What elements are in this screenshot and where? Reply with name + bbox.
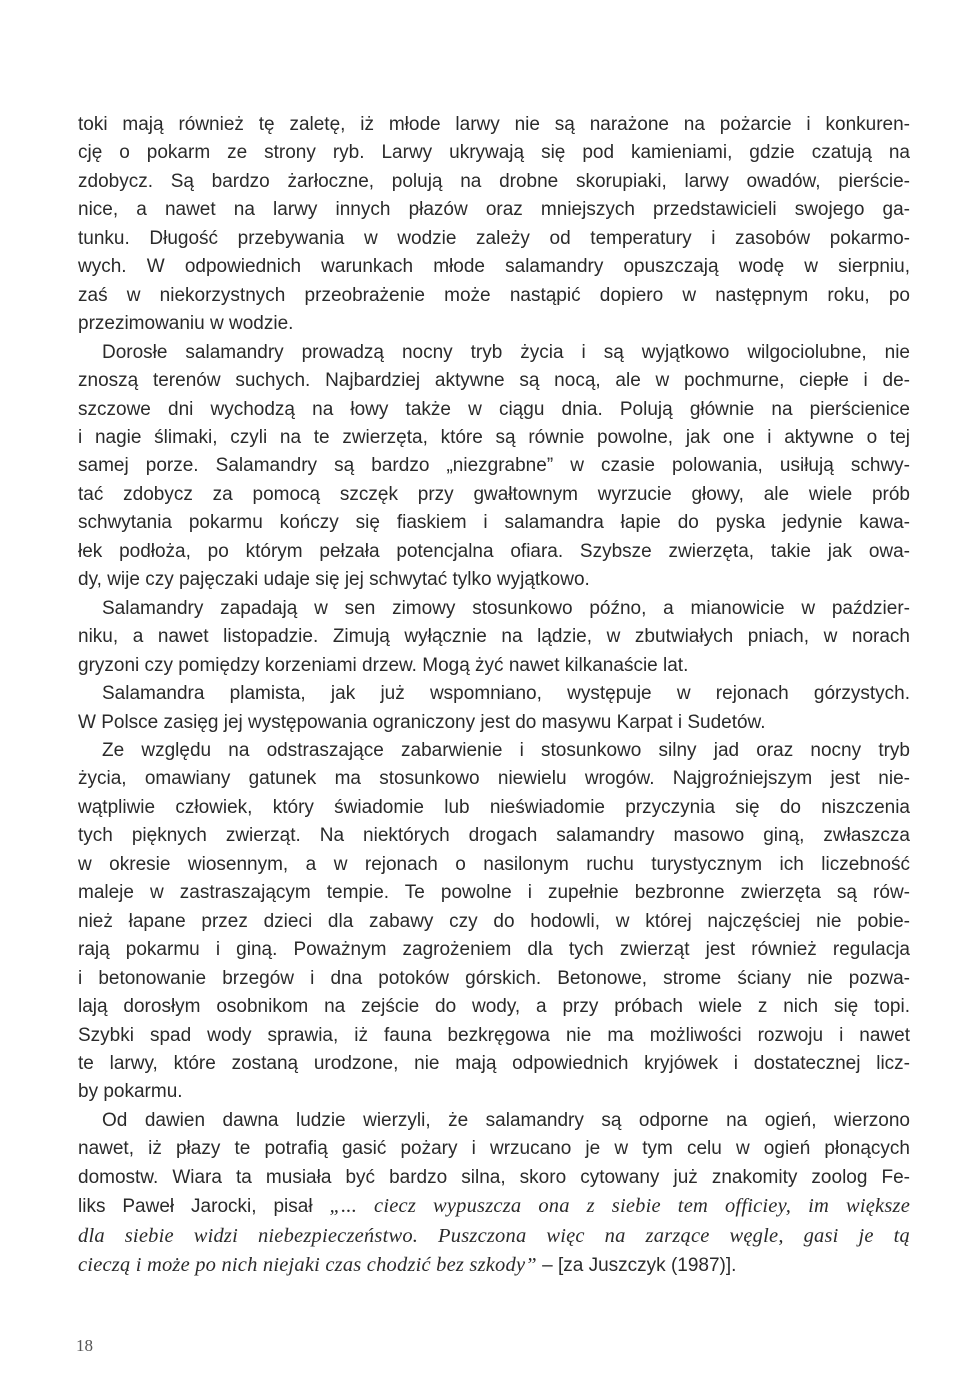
text-line: i nagie ślimaki, czyli na te zwierzęta, które są równie powolne, jak one i aktywne o tej: [78, 426, 910, 448]
historical-quote: cieczą i może po nich niejaki czas chodzić bez szkody”: [78, 1254, 537, 1277]
text-line: nice, a nawet na larwy innych płazów oraz mniejszych przedstawicieli swojego ga-: [78, 199, 910, 221]
text-line: zaś w niekorzystnych przeobrażenie może nastąpić dopiero w następnym roku, po: [78, 284, 910, 306]
text-line: by pokarmu.: [78, 1081, 183, 1103]
text-line: schwytania pokarmu kończy się fiaskiem i salamandra łapie do pyska jedynie kawa-: [78, 512, 910, 534]
text-line-quote-2: [78, 1222, 910, 1251]
text-line: nawet, iż płazy te potrafią gasić pożary i wrzucano je w tym celu w ogień płonących: [78, 1138, 910, 1160]
text-line: Od dawien dawna ludzie wierzyli, że salamandry są odporne na ogień, wierzono: [102, 1109, 910, 1131]
text-line: toki mają również tę zaletę, iż młode larwy nie są narażone na pożarcie i konkuren-: [78, 114, 910, 135]
text-line: cję o pokarm ze strony ryb. Larwy ukrywają się pod kamieniami, gdzie czatują na: [78, 142, 910, 164]
historical-quote: „... ciecz wypuszcza ona z siebie tem officiey, im większe: [329, 1195, 910, 1218]
text-line-quote-1: [78, 1192, 910, 1221]
text-line: łek podłoża, po którym pełzała potencjalna ofiara. Szybsze zwierzęta, takie jak owa-: [78, 540, 910, 562]
text-line: w okresie wiosennym, a w rejonach o nasilonym ruchu turystycznym ich liczebność: [78, 853, 910, 875]
historical-quote: dla siebie widzi niebezpieczeństwo. Puszczona więc na zarzące węgle, gasi je tą: [78, 1224, 910, 1247]
text-line: rają pokarmu i giną. Poważnym zagrożeniem dla tych zwierząt jest również regulacja: [78, 939, 910, 961]
text-line: domostw. Wiara ta musiała być bardzo silna, skoro cytowany już znakomity zoolog Fe-: [78, 1166, 910, 1188]
text-line: szczowe dni wychodzą na łowy także w ciągu dnia. Polują głównie na pierścienice: [78, 398, 910, 420]
text-line: Szybki spad wody sprawia, iż fauna bezkręgowa nie ma możliwości rozwoju i nawet: [78, 1024, 910, 1046]
text-line: tych pięknych zwierząt. Na niektórych drogach salamandry masowo giną, zwłaszcza: [78, 825, 910, 847]
text-line: i betonowanie brzegów i dna potoków górskich. Betonowe, strome ściany nie pozwa-: [78, 967, 910, 989]
text-line: Salamandra plamista, jak już wspomniano, występuje w rejonach górzystych.: [102, 683, 910, 705]
text-line: maleje w zastraszającym tempie. Te powolne i zupełnie bezbronne zwierzęta są rów-: [78, 882, 910, 904]
text-line: nież łapane przez dzieci dla zabawy czy do hodowli, w której najczęściej nie pobie-: [78, 910, 910, 932]
text-line: samej porze. Salamandry są bardzo „niezgrabne” w czasie polowania, usiłują schwy-: [78, 455, 910, 477]
text-line: wątpliwie człowiek, który świadomie lub nieświadomie przyczynia się do niszczenia: [78, 796, 910, 818]
text-line: zdobycz. Są bardzo żarłoczne, polują na drobne skorupiaki, larwy owadów, pierście-: [78, 170, 910, 192]
text-line: tunku. Długość przebywania w wodzie zależy od temperatury i zasobów pokarmo-: [78, 227, 910, 249]
text-line-quote-3: [78, 1251, 910, 1280]
text-line: Salamandry zapadają w sen zimowy stosunkowo późno, a mianowicie w paździer-: [102, 597, 910, 619]
citation: – [za Juszczyk (1987)].: [536, 1255, 737, 1277]
text-line: wych. W odpowiednich warunkach młode salamandry opuszczają wodę w sierpniu,: [78, 256, 910, 278]
text-line: te larwy, które zostaną urodzone, nie mają odpowiednich kryjówek i dostatecznej licz-: [78, 1052, 910, 1074]
text-line: Dorosłe salamandry prowadzą nocny tryb życia i są wyjątkowo wilgociolubne, nie: [102, 341, 910, 363]
text-line: tać zdobycz za pomocą szczęk przy gwałtownym wyrzucie głowy, ale wiele prób: [78, 483, 910, 505]
body-text: [78, 111, 910, 1281]
text-line: znoszą terenów suchych. Najbardziej aktywne są nocą, ale w pochmurne, ciepłe i de-: [78, 370, 910, 392]
text-line: niku, a nawet listopadzie. Zimują wyłącznie na lądzie, w zbutwiałych pniach, w norach: [78, 626, 910, 648]
page-number: 18: [76, 1336, 93, 1355]
text-line: gryzoni czy pomiędzy korzeniami drzew. Mogą żyć nawet kilkanaście lat.: [78, 654, 689, 676]
text-line: życia, omawiany gatunek ma stosunkowo niewielu wrogów. Najgroźniejszym jest nie-: [78, 768, 910, 790]
text-line: przezimowaniu w wodzie.: [78, 313, 294, 335]
text-line: dy, wije czy pajęczaki udaje się jej schwytać tylko wyjątkowo.: [78, 569, 590, 591]
quote-lead-in: liks Paweł Jarocki, pisał: [78, 1196, 330, 1218]
text-line: Ze względu na odstraszające zabarwienie i stosunkowo silny jad oraz nocny tryb: [102, 739, 910, 761]
text-line: W Polsce zasięg jej występowania ograniczony jest do masywu Karpat i Sudetów.: [78, 711, 766, 733]
text-line: lają dorosłym osobnikom na zejście do wody, a przy próbach wiele z nich się topi.: [78, 996, 910, 1018]
